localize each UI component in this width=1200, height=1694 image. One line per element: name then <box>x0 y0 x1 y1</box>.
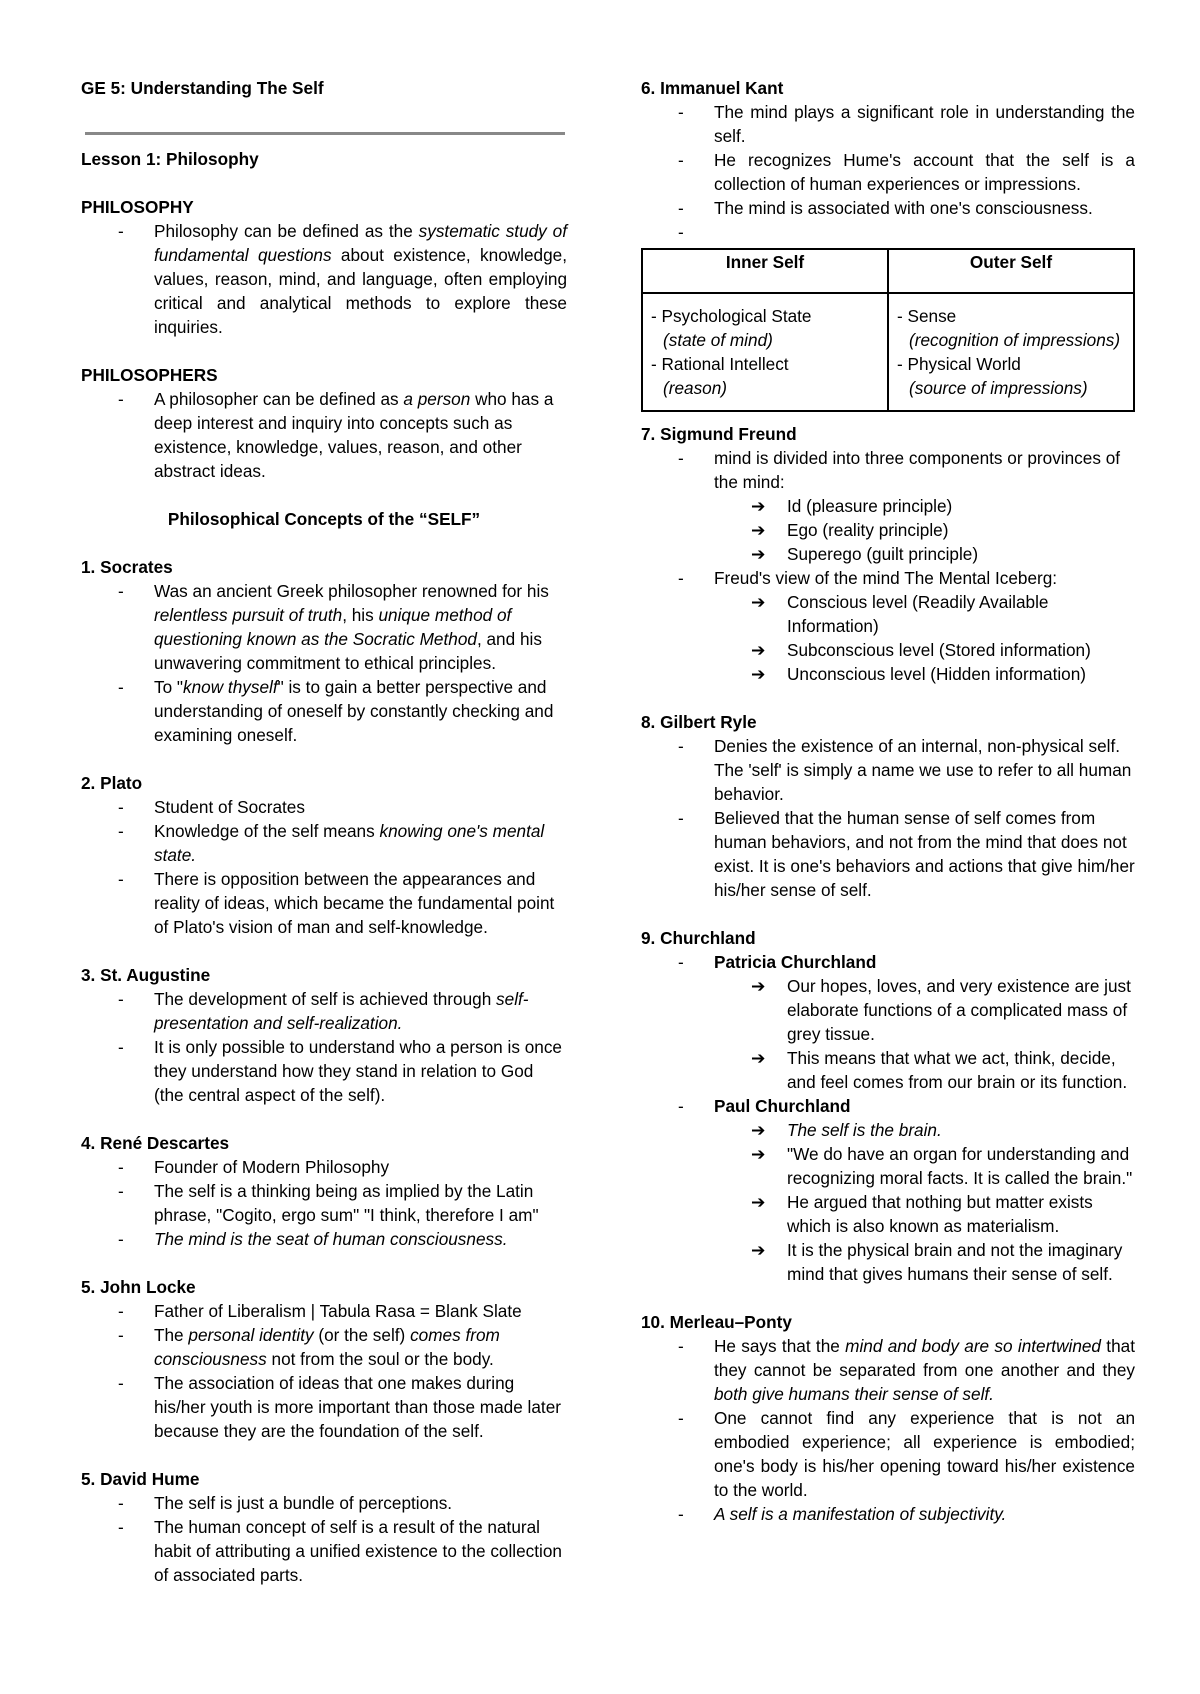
list-item: - The human concept of self is a result of the natural habit of attributing a unified existence to the collection of associated parts. <box>81 1515 567 1587</box>
list-item: - A philosopher can be defined as a person who has a deep interest and inquiry into concepts such as existence, knowledge, values, reason, and other abstract ideas. <box>81 387 567 483</box>
document-title: GE 5: Understanding The Self <box>81 78 324 98</box>
arrow-item: ➔ Ego (reality principle) <box>751 520 949 540</box>
arrow-item: ➔ Unconscious level (Hidden information) <box>751 664 1087 684</box>
arrow-item: ➔ Id (pleasure principle) <box>751 496 953 516</box>
section-heading: PHILOSOPHY <box>81 197 194 217</box>
arrow-item: ➔ Subconscious level (Stored information) <box>751 640 1091 660</box>
section-churchland <box>641 926 1135 1286</box>
list-item: - The development of self is achieved through self-presentation and self-realization. <box>81 987 567 1035</box>
list-item: - To "know thyself" is to gain a better perspective and understanding of oneself by constantly checking and examining oneself. <box>81 675 567 747</box>
section-hume <box>81 1467 567 1587</box>
section-heading: 10. Merleau–Ponty <box>641 1312 792 1332</box>
section-philosophers <box>81 363 567 483</box>
list-item: - The mind is the seat of human consciousness. <box>81 1227 567 1251</box>
section-heading: 7. Sigmund Freund <box>641 424 797 444</box>
arrow-icon: ➔ <box>751 640 766 660</box>
section-locke <box>81 1275 567 1443</box>
list-item: - mind is divided into three components or provinces of the mind: ➔ Id (pleasure principle) ➔ Ego (reality principle) ➔ Superego (guilt principle) <box>641 446 1135 566</box>
section-freud <box>641 422 1135 686</box>
right-column <box>641 76 1135 1526</box>
section-heading: 9. Churchland <box>641 928 756 948</box>
section-ryle <box>641 710 1135 902</box>
inner-outer-self-table <box>641 248 1135 412</box>
list-item: - The association of ideas that one makes during his/her youth is more important than those made later because they are the foundation of the self. <box>81 1371 567 1443</box>
concepts-heading: Philosophical Concepts of the “SELF” <box>167 509 481 529</box>
list-item-empty <box>641 220 1135 244</box>
list-item: - A self is a manifestation of subjectivity. <box>641 1502 1135 1526</box>
section-plato <box>81 771 567 939</box>
list-item: - It is only possible to understand who a person is once they understand how they stand in relation to God (the central aspect of the self). <box>81 1035 567 1107</box>
arrow-item: ➔ Superego (guilt principle) <box>751 544 979 564</box>
arrow-icon: ➔ <box>751 1240 766 1260</box>
list-item: - Student of Socrates <box>81 795 567 819</box>
section-augustine <box>81 963 567 1107</box>
arrow-icon: ➔ <box>751 520 766 540</box>
list-item: - Founder of Modern Philosophy <box>81 1155 567 1179</box>
list-item: - Denies the existence of an internal, non-physical self. The 'self' is simply a name we use to refer to all human behavior. <box>641 734 1135 806</box>
table-cell: - Psychological State (state of mind) - Rational Intellect (reason) <box>642 293 888 411</box>
list-item: - Paul Churchland ➔ The self is the brain. ➔ "We do have an organ for understanding and recognizing moral facts. It is called the brain." ➔ He argued that nothing but matter exists which is also known as materialism. ➔ It is the physical brain and not the imaginary mind that gives humans their sense of self. <box>641 1094 1135 1286</box>
arrow-icon: ➔ <box>751 1048 766 1068</box>
list-item: - There is opposition between the appearances and reality of ideas, which became the fundamental point of Plato's vision of man and self-knowledge. <box>81 867 567 939</box>
left-column <box>81 76 567 1587</box>
list-item: - Freud's view of the mind The Mental Iceberg: ➔ Conscious level (Readily Available Information) ➔ Subconscious level (Stored information) ➔ Unconscious level (Hidden information) <box>641 566 1135 686</box>
section-heading: PHILOSOPHERS <box>81 365 218 385</box>
section-heading: 5. John Locke <box>81 1277 196 1297</box>
section-merleau-ponty <box>641 1310 1135 1526</box>
list-item: - The self is just a bundle of perceptions. <box>81 1491 567 1515</box>
section-heading: 4. René Descartes <box>81 1133 230 1153</box>
list-item: - Philosophy can be defined as the systematic study of fundamental questions about existence, knowledge, values, reason, mind, and language, often employing critical and analytical methods to explore these inquiries. <box>81 219 567 339</box>
title-divider <box>85 132 565 135</box>
table-header: Inner Self <box>642 249 888 293</box>
arrow-item: ➔ "We do have an organ for understanding and recognizing moral facts. It is called the brain." <box>751 1144 1133 1188</box>
section-socrates <box>81 555 567 747</box>
arrow-icon: ➔ <box>751 496 766 516</box>
arrow-item: ➔ He argued that nothing but matter exists which is also known as materialism. <box>751 1192 1093 1236</box>
list-item: - Knowledge of the self means knowing one's mental state. <box>81 819 567 867</box>
section-heading: 3. St. Augustine <box>81 965 211 985</box>
arrow-item: ➔ Conscious level (Readily Available Information) <box>751 592 1049 636</box>
list-item: - The mind plays a significant role in understanding the self. <box>641 100 1135 148</box>
section-heading: 6. Immanuel Kant <box>641 78 784 98</box>
arrow-icon: ➔ <box>751 592 766 612</box>
section-heading: 2. Plato <box>81 773 143 793</box>
section-heading: 1. Socrates <box>81 557 173 577</box>
list-item: - He says that the mind and body are so intertwined that they cannot be separated from one another and they both give humans their sense of self. <box>641 1334 1135 1406</box>
arrow-icon: ➔ <box>751 1120 766 1140</box>
arrow-item: ➔ It is the physical brain and not the imaginary mind that gives humans their sense of self. <box>751 1240 1123 1284</box>
arrow-icon: ➔ <box>751 1192 766 1212</box>
arrow-item: ➔ This means that what we act, think, decide, and feel comes from our brain or its function. <box>751 1048 1128 1092</box>
arrow-item: ➔ The self is the brain. <box>751 1120 942 1140</box>
arrow-icon: ➔ <box>751 1144 766 1164</box>
list-item: - The personal identity (or the self) comes from consciousness not from the soul or the body. <box>81 1323 567 1371</box>
section-philosophy <box>81 195 567 339</box>
list-item: - He recognizes Hume's account that the self is a collection of human experiences or impressions. <box>641 148 1135 196</box>
list-item: - One cannot find any experience that is not an embodied experience; all experience is embodied; one's body is his/her opening toward his/her existence to the world. <box>641 1406 1135 1502</box>
arrow-icon: ➔ <box>751 976 766 996</box>
section-heading: 5. David Hume <box>81 1469 200 1489</box>
list-item: - Was an ancient Greek philosopher renowned for his relentless pursuit of truth, his unique method of questioning known as the Socratic Method, and his unwavering commitment to ethical principles. <box>81 579 567 675</box>
arrow-item: ➔ Our hopes, loves, and very existence are just elaborate functions of a complicated mass of grey tissue. <box>751 976 1131 1044</box>
lesson-title: Lesson 1: Philosophy <box>81 149 259 169</box>
list-item: - The mind is associated with one's consciousness. <box>641 196 1135 220</box>
table-cell: - Sense (recognition of impressions) - Physical World (source of impressions) <box>888 293 1134 411</box>
arrow-icon: ➔ <box>751 664 766 684</box>
list-item: - Believed that the human sense of self comes from human behaviors, and not from the mind that does not exist. It is one's behaviors and actions that give him/her his/her sense of self. <box>641 806 1135 902</box>
arrow-icon: ➔ <box>751 544 766 564</box>
section-heading: 8. Gilbert Ryle <box>641 712 757 732</box>
section-descartes <box>81 1131 567 1251</box>
list-item: - The self is a thinking being as implied by the Latin phrase, "Cogito, ergo sum" "I think, therefore I am" <box>81 1179 567 1227</box>
table-header: Outer Self <box>888 249 1134 293</box>
section-kant <box>641 76 1135 412</box>
list-item: - Patricia Churchland ➔ Our hopes, loves, and very existence are just elaborate functions of a complicated mass of grey tissue. ➔ This means that what we act, think, decide, and feel comes from our brain or its function. <box>641 950 1135 1094</box>
list-item: - Father of Liberalism | Tabula Rasa = Blank Slate <box>81 1299 567 1323</box>
